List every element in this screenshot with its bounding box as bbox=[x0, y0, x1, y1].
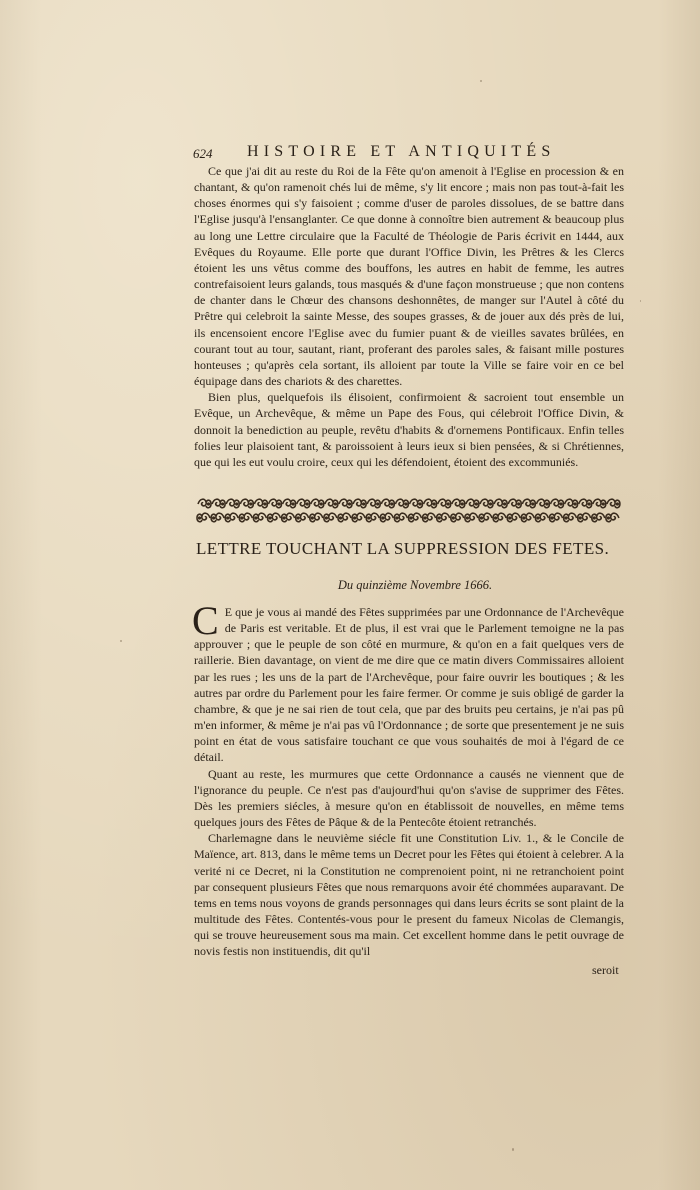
letter-dateline: Du quinzième Novembre 1666. bbox=[337, 578, 493, 592]
fleuron bbox=[367, 499, 380, 508]
section-festival-text bbox=[194, 163, 624, 470]
drop-cap: C bbox=[192, 598, 219, 643]
fleuron bbox=[225, 513, 238, 522]
fleuron bbox=[212, 499, 225, 508]
fleuron bbox=[508, 499, 521, 508]
paragraph bbox=[192, 598, 624, 766]
fleuron bbox=[380, 513, 393, 522]
fleuron bbox=[254, 499, 267, 508]
fleuron bbox=[466, 499, 479, 508]
fleuron bbox=[410, 499, 423, 508]
fleuron bbox=[522, 499, 535, 508]
fleuron bbox=[564, 513, 577, 522]
fleuron bbox=[381, 499, 394, 508]
letter-body bbox=[192, 598, 624, 959]
fleuron bbox=[606, 513, 619, 522]
fleuron bbox=[226, 499, 239, 508]
fleuron bbox=[493, 513, 506, 522]
paragraph: Ce que j'ai dit au reste du Roi de la Fête qu'on amenoit à l'Eglise en procession & en chantant, & qu'on ramenoit chés lui de même, s'y lit encore ; mais non pas tout-à-fait les choses énormes qui s'y faisoient ; comme d'user de paroles dissolues, de se battre dans l'Eglise jusqu'à l'ensanglanter. Ce que donne à connoître bien autrement & beaucoup plus au long une Lettre circulaire que la Faculté de Théologie de Paris écrivit en 1444, aux Evêques du Royaume. Elle porte que durant l'Office Divin, les Prêtres & les Clercs étoient les uns vêtus comme des bouffons, les autres en habit de femme, les autres contrefaisoient leurs galands, tous masqués & d'une façon monstrueuse ; que non contens de chanter dans le Chœur des chansons deshonnêtes, de manger sur l'Autel à côté du Prêtre qui celebroit la sainte Messe, des soupes grasses, & de jouer aux dés près de lui, ils encensoient encore l'Eglise avec du fumier puant & de vieilles savates brûlées, en courant tout au tour, sautant, riant, proferant des paroles sales, & faisant mille postures honteuses ; qu'après cela sortant, ils alloient par toute la Ville se faire voir en ce bel équipage dans des chariots & des charettes. bbox=[194, 164, 624, 389]
fleuron-ornament-band bbox=[196, 496, 622, 526]
fleuron bbox=[535, 513, 548, 522]
fleuron bbox=[592, 513, 605, 522]
fleuron bbox=[352, 513, 365, 522]
fleuron bbox=[409, 513, 422, 522]
fleuron bbox=[479, 513, 492, 522]
fleuron bbox=[536, 499, 549, 508]
fleuron bbox=[239, 513, 252, 522]
fleuron bbox=[353, 499, 366, 508]
fleuron bbox=[324, 513, 337, 522]
paragraph-text: E que je vous ai mandé des Fêtes supprimées par une Ordonnance de l'Archevêque de Paris est veritable. Et de plus, il est vrai que le Parlement temoigne ne la pas approuver ; que le peuple de son côté en murmure, & qu'on en a fait quelques vers de raillerie. Bien davantage, on vient de me dire que ce matin divers Commissaires alloient par les rues ; les uns de la part de l'Archevêque, pour faire ouvrir les boutiques ; & les autres par ordre du Parlement pour les faire fermer. Or comme je suis obligé de garder la chambre, & que je ne sai rien de tout cela, que par des bruits peu certains, je n'ai pas pû m'en informer, & même je n'ai pas vû l'Ordonnance ; de sorte que presentement je ne suis point en état de vous satisfaire touchant ce que vous souhaités de moi à l'égard de ce détail. bbox=[194, 605, 624, 765]
fleuron bbox=[395, 499, 408, 508]
fleuron bbox=[465, 513, 478, 522]
fleuron bbox=[424, 499, 437, 508]
fleuron bbox=[310, 513, 323, 522]
fleuron bbox=[282, 513, 295, 522]
fleuron bbox=[366, 513, 379, 522]
fleuron bbox=[452, 499, 465, 508]
fleuron bbox=[211, 513, 224, 522]
fleuron bbox=[197, 513, 210, 522]
fleuron bbox=[283, 499, 296, 508]
fleuron bbox=[325, 499, 338, 508]
paragraph: Quant au reste, les murmures que cette Ordonnance a causés ne viennent que de l'ignorance du peuple. Ce n'est pas d'aujourd'hui qu'on s'avise de supprimer des Fêtes. Dès les premiers siécles, à mesure qu'on en établissoit de nouvelles, en même tems quelques jours des Fêtes de Pâque & de la Pentecôte étoient retranchés. bbox=[194, 766, 624, 830]
fleuron bbox=[494, 499, 507, 508]
letter-title: LETTRE TOUCHANT LA SUPPRESSION DES FETES. bbox=[196, 539, 610, 558]
fleuron bbox=[240, 499, 253, 508]
fleuron bbox=[565, 499, 578, 508]
fleuron bbox=[550, 513, 563, 522]
fleuron bbox=[578, 513, 591, 522]
fleuron bbox=[438, 499, 451, 508]
fleuron bbox=[311, 499, 324, 508]
fleuron bbox=[480, 499, 493, 508]
fleuron bbox=[579, 499, 592, 508]
fleuron bbox=[451, 513, 464, 522]
catchword: seroit bbox=[592, 963, 619, 977]
fleuron bbox=[338, 513, 351, 522]
fleuron bbox=[253, 513, 266, 522]
fleuron bbox=[607, 499, 620, 508]
fleuron bbox=[339, 499, 352, 508]
fleuron bbox=[423, 513, 436, 522]
fleuron bbox=[394, 513, 407, 522]
fleuron bbox=[297, 499, 310, 508]
paragraph: Bien plus, quelquefois ils élisoient, confirmoient & sacroient tout ensemble un Evêque, un Archevêque, & même un Pape des Fous, qui célebroit l'Office Divin, & donnoit la benediction au peuple, revêtu d'habits & d'ornemens Pontificaux. Enfin telles folies leur plaisoient tant, & paroissoient à leurs ieux si bien pensées, & si Chrétiennes, que qui les eut voulu croire, ceux qui les défendoient, étoient des excommuniés. bbox=[194, 390, 624, 469]
fleuron bbox=[437, 513, 450, 522]
paragraph: Charlemagne dans le neuvième siécle fit une Constitution Liv. 1., & le Concile de Maïence, art. 813, dans le même tems un Decret pour les Fêtes qui étoient à celebrer. A la verité ni ce Decret, ni la Constitution ne comprenoient point, ni ne retranchoient point par consequent plusieurs Fêtes que nous remarquons avoir été chommées auparavant. De tems en tems nous voyons de grands personnages qui dans leurs écrits se sont plaint de la multitude des Fêtes. Contentés-vous pour le present du fameux Nicolas de Clemangis, qui se trouve heureusement sous ma main. Cet excellent homme dans le petit ouvrage de novis festis non instituendis, dit qu'il bbox=[194, 831, 624, 959]
fleuron bbox=[551, 499, 564, 508]
fleuron bbox=[269, 499, 282, 508]
fleuron bbox=[198, 499, 211, 508]
running-head bbox=[193, 143, 633, 165]
fleuron bbox=[507, 513, 520, 522]
page-number: 624 bbox=[193, 146, 213, 161]
fleuron bbox=[593, 499, 606, 508]
fleuron bbox=[521, 513, 534, 522]
fleuron bbox=[268, 513, 281, 522]
fleuron bbox=[296, 513, 309, 522]
running-head-title: HISTOIRE ET ANTIQUITÉS bbox=[247, 143, 556, 160]
